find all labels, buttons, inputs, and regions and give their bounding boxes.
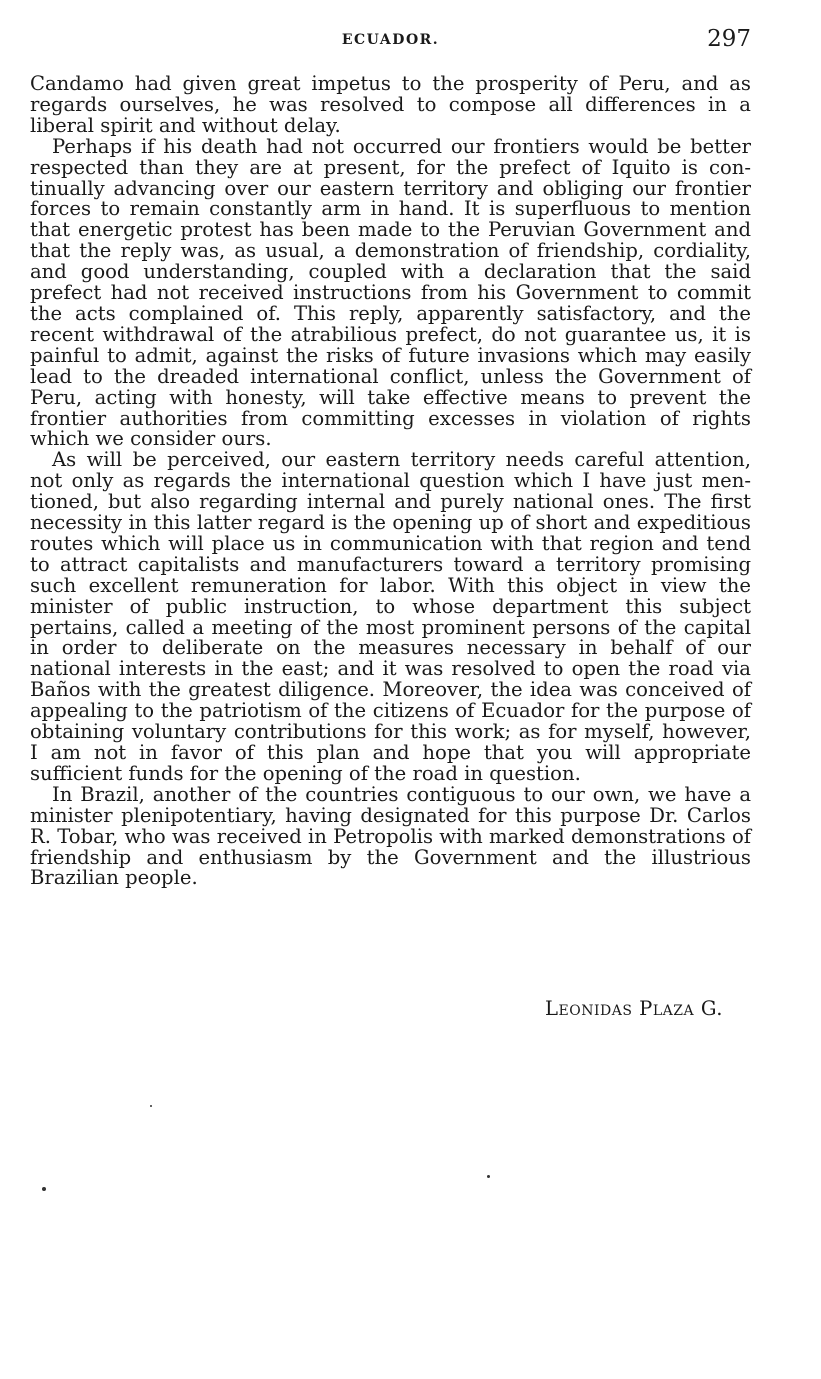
paragraph-eastern-territory: As will be perceived, our eastern territory needs careful attention, not only as regards the international question which I have just mentioned, but also regarding internal and purely national ones. The first necessity in this latter regard is the opening up of short and expeditious routes which will place us in communication with that region and tend to attract capitalists and manufacturers toward a territory promising such excellent remuneration for labor. With this object in view the minister of public instruction, to whose department this subject pertains, called a meeting of the most prominent persons of the capital in order to deliberate on the measures necessary in behalf of our national interests in the east; and it was resolved to open the road via Baños with the greatest diligence. Moreover, the idea was conceived of appealing to the patriotism of the citizens of Ecuador for the purpose of obtaining voluntary contributions for this work; as for myself, however, I am not in favor of this plan and hope that you will appropriate sufficient funds for the opening of the road in question.: [30, 448, 751, 785]
paragraph-brazil: In Brazil, another of the countries contiguous to our own, we have a minister plenipotentiary, having designated for this purpose Dr. Carlos R. Tobar, who was received in Petropolis with marked demonstrations of friendship and enthusiasm by the Government and the illustrious Brazilian people.: [30, 782, 751, 890]
paragraph-continuation: Candamo had given great impetus to the prosperity of Peru, and as regards ourselves, he was resolved to compose all differences in a liberal spirit and without delay.: [30, 72, 751, 137]
page-number: 297: [707, 26, 751, 52]
scan-speck: [487, 1175, 490, 1178]
running-head: ECUADOR.: [341, 32, 440, 48]
signature: Leonidas Plaza G.: [545, 997, 723, 1020]
scan-speck: [42, 1187, 46, 1191]
page-header: [30, 26, 751, 54]
body-text: [30, 74, 751, 889]
scan-speck: [150, 1105, 152, 1107]
paragraph-peru-frontier: Perhaps if his death had not occurred our frontiers would be better respected than they are at present, for the prefect of Iquito is continually advancing over our eastern territory and obliging our frontier forces to remain constantly arm in hand. It is superfluous to mention that energetic protest has been made to the Peruvian Government and that the reply was, as usual, a demonstration of friendship, cordiality, and good understanding, coupled with a declaration that the said prefect had not received instructions from his Government to commit the acts complained of. This reply, apparently satisfactory, and the recent withdrawal of the atrabilious prefect, do not guarantee us, it is painful to admit, against the risks of future invasions which may easily lead to the dreaded international conflict, unless the Government of Peru, acting with honesty, will take effective means to prevent the frontier authorities from committing excesses in violation of rights which we consider ours.: [30, 134, 751, 451]
